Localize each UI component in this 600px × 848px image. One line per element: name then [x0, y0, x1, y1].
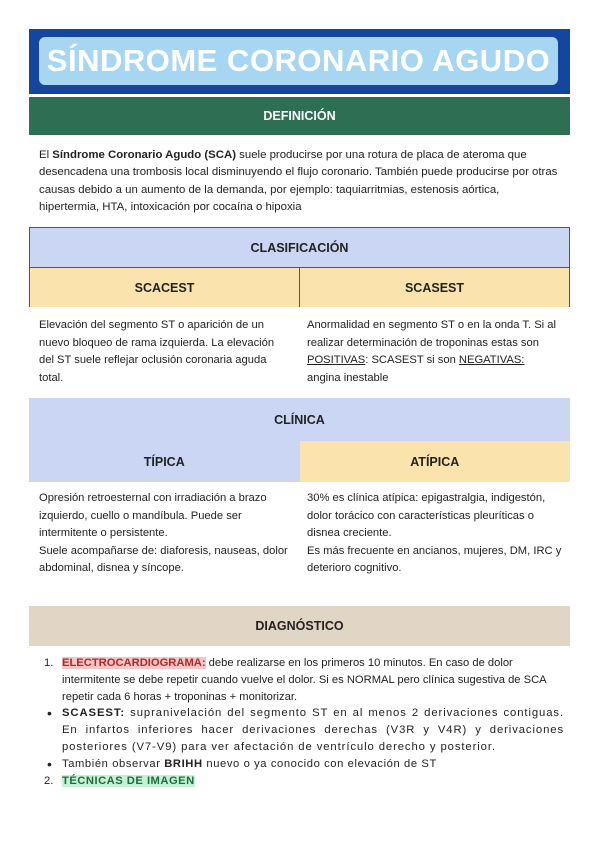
clasificacion-subheader-row	[30, 268, 569, 307]
title-banner	[29, 29, 570, 94]
imagen-label: TÉCNICAS DE IMAGEN	[62, 774, 195, 787]
scacest-text: Elevación del segmento ST o aparición de un nuevo bloqueo de rama izquierda. La elevación del ST suele reflejar oclusión coronaria aguda total.	[39, 319, 275, 384]
clasificacion-table	[29, 227, 570, 307]
atipica-text-1: 30% es clínica atípica: epigastralgia, indigestón, dolor torácico con características pleuríticas o disnea creciente.	[307, 492, 546, 539]
list-item	[39, 773, 564, 790]
definicion-intro: El	[39, 149, 53, 161]
tipica-header: TÍPICA	[29, 441, 300, 482]
scacest-header: SCACEST	[30, 268, 299, 307]
page-title: SÍNDROME CORONARIO AGUDO	[46, 43, 551, 78]
definicion-text	[39, 147, 561, 216]
scasest-text	[307, 317, 560, 387]
tipica-text-2: Suele acompañarse de: diaforesis, nauseas, dolor abdominal, disnea y síncope.	[39, 544, 288, 574]
tipica-text	[39, 490, 289, 578]
bullet-icon: •	[47, 755, 53, 772]
clinica-header: CLÍNICA	[29, 398, 570, 441]
atipica-header: ATÍPICA	[300, 441, 571, 482]
ecg-label: ELECTROCARDIOGRAMA:	[62, 657, 206, 669]
scasest-text-2: : SCASEST si son	[365, 354, 459, 366]
clinica-subheader-row	[29, 441, 570, 482]
scasest-text-3: angina inestable	[307, 371, 389, 384]
bullet-icon: •	[47, 705, 53, 722]
definicion-rest: suele producirse por una rotura de placa de ateroma que desencadena una trombosis local disminuyendo el flujo coronario. También puede producirse por otras causas debido a un aumento de la demanda, por ejemplo: taquiarritmias, estenosis aórtica, hipertermia, HTA, intoxicación por cocaína o hipoxia	[39, 149, 558, 213]
definicion-term: Síndrome Coronario Agudo (SCA)	[52, 149, 237, 161]
brihh-text-1: También observar	[62, 757, 165, 770]
brihh-text-2: nuevo o ya conocido con elevación de ST	[202, 757, 437, 770]
diagnostico-list	[39, 655, 564, 789]
scasest-header: SCASEST	[299, 268, 569, 307]
scasest-text-1: Anormalidad en segmento ST o en la onda T. Si al realizar determinación de troponinas estas son	[307, 319, 556, 349]
list-item	[39, 705, 564, 755]
title-inner-box	[39, 37, 558, 85]
list-number: 1.	[44, 657, 54, 669]
clasificacion-header: CLASIFICACIÓN	[30, 228, 569, 268]
list-number: 2.	[44, 774, 54, 787]
list-item	[39, 655, 564, 705]
scasest-positivas: POSITIVAS	[307, 354, 366, 366]
atipica-text-2: Es más frecuente en ancianos, mujeres, DM, IRC y deterioro cognitivo.	[307, 544, 562, 574]
tipica-text-1: Opresión retroesternal con irradiación a brazo izquierdo, cuello o mandíbula. Puede ser intermitente o persistente.	[39, 492, 267, 539]
ecg-text: debe realizarse en los primeros 10 minutos. En caso de dolor intermitente se debe repetir cuando vuelve el dolor. Si es NORMAL pero clínica sugestiva de SCA repetir cada 6 horas + troponinas + monitorizar.	[62, 657, 547, 703]
list-item	[39, 756, 564, 773]
scasest-diag-label: SCASEST:	[62, 707, 126, 720]
scasest-negativas: NEGATIVAS:	[458, 354, 525, 366]
brihh-label: BRIHH	[164, 757, 203, 770]
diagnostico-header: DIAGNÓSTICO	[29, 606, 570, 646]
definicion-header: DEFINICIÓN	[29, 97, 570, 135]
atipica-text	[307, 490, 563, 578]
scasest-diag-text: supranivelación del segmento ST en al menos 2 derivaciones contiguas. En infartos inferiores hacer derivaciones derechas (V3R y V4R) y derivaciones posteriores (V7-V9) para ver afectación de ventrículo derecho y posterior.	[62, 707, 564, 753]
